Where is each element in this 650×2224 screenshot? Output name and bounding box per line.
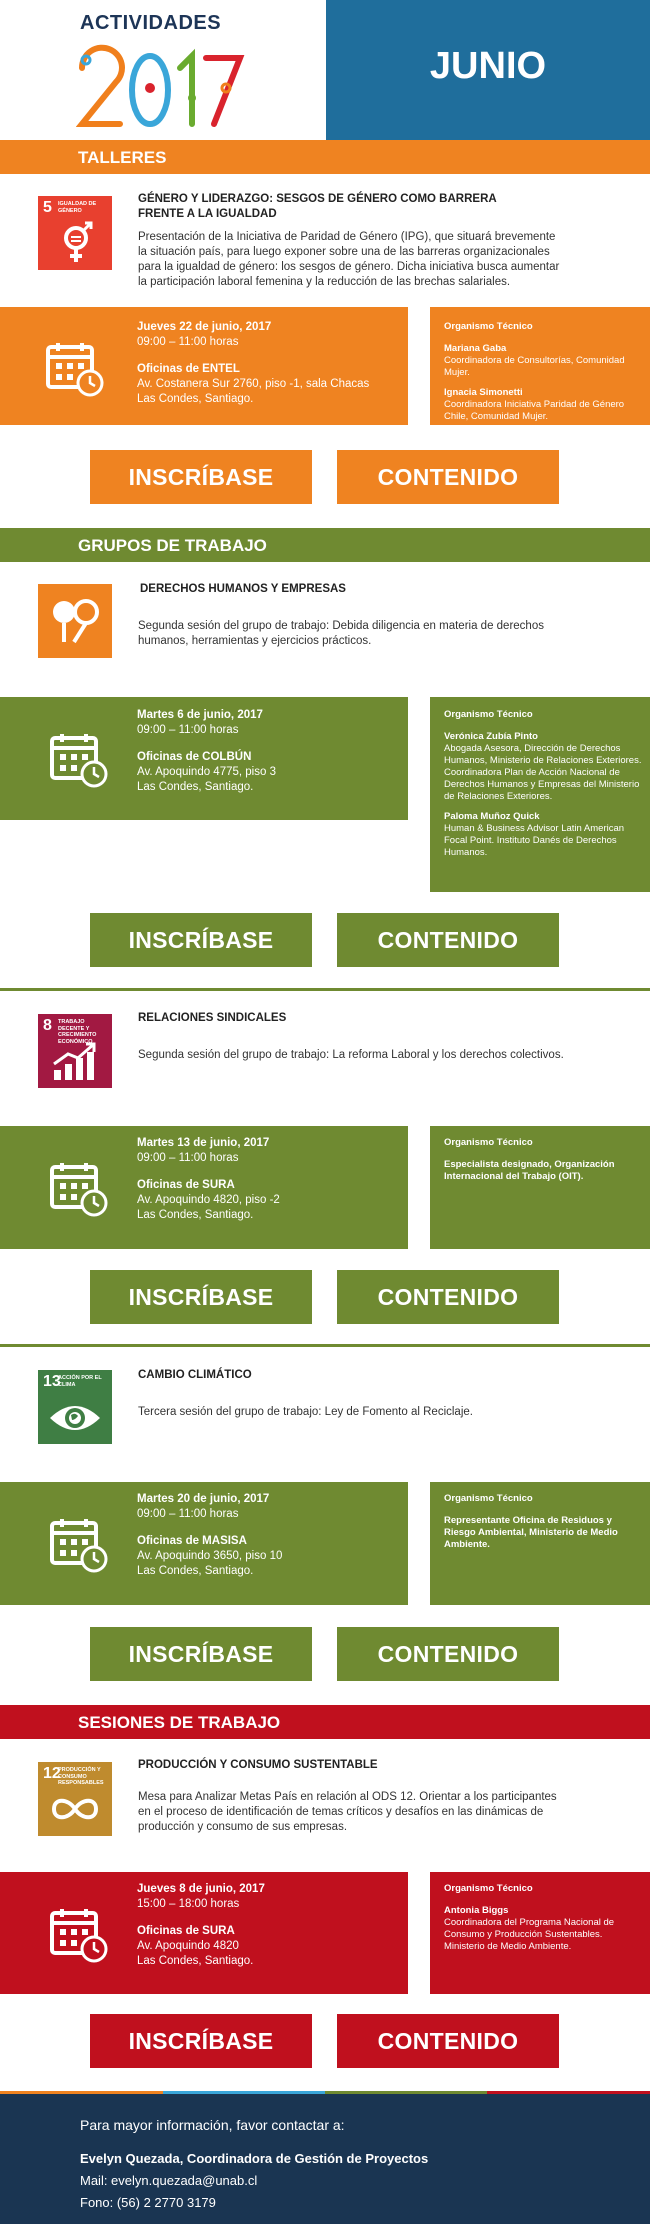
section-divider [0, 988, 650, 991]
organizer-details [444, 1493, 640, 1551]
organizer-text: Representante Oficina de Residuos y Riesgo Ambiental, Ministerio de Medio Ambiente. [444, 1515, 618, 1550]
content-button[interactable]: CONTENIDO [337, 2014, 559, 2068]
organizer-details [444, 1137, 640, 1183]
content-button[interactable]: CONTENIDO [337, 450, 559, 504]
footer-contact-name: Evelyn Quezada, Coordinadora de Gestión de Proyectos [80, 2151, 429, 2166]
event-address: Av. Apoquindo 3650, piso 10 [137, 1550, 283, 1562]
sdg-5-icon [38, 196, 112, 270]
event-address: Av. Apoquindo 4820, piso -2 [137, 1194, 280, 1206]
event-time: 09:00 – 11:00 horas [137, 336, 239, 348]
event-details [137, 1883, 397, 1983]
calendar-clock-icon [48, 1515, 110, 1575]
event-details [137, 321, 397, 421]
section-divider [0, 1344, 650, 1347]
sdg-13-icon [38, 1370, 112, 1444]
organizer-box-1 [430, 307, 650, 425]
title-line: GÉNERO Y LIDERAZGO: SESGOS DE GÉNERO COMO BARRERA [138, 193, 497, 205]
register-button[interactable]: INSCRÍBASE [90, 450, 312, 504]
person-name: Ignacia Simonetti [444, 387, 523, 398]
sdg-8-icon [38, 1014, 112, 1088]
item-description-5 [138, 1790, 557, 1835]
organizer-heading: Organismo Técnico [444, 1883, 533, 1894]
event-date: Martes 6 de junio, 2017 [137, 709, 263, 721]
organizer-heading: Organismo Técnico [444, 321, 533, 332]
organizer-box-3 [430, 1126, 650, 1249]
event-place: Oficinas de SURA [137, 1179, 235, 1191]
person-name: Antonia Biggs [444, 1905, 509, 1916]
sdg-12-icon [38, 1762, 112, 1836]
footer-intro: Para mayor información, favor contactar a: [80, 2117, 345, 2133]
person-desc: Abogada Asesora, Dirección de Derechos Humanos, Ministerio de Relaciones Exteriores. Coordinadora Plan de Acción Nacional de Derechos Humanos y Empresas del Ministerio de Relaciones Exteriores. [444, 743, 642, 802]
event-date: Martes 20 de junio, 2017 [137, 1493, 270, 1505]
desc-line: Mesa para Analizar Metas País en relación al ODS 12. Orientar a los participantes [138, 1791, 557, 1803]
event-city: Las Condes, Santiago. [137, 1955, 254, 1967]
register-button[interactable]: INSCRÍBASE [90, 913, 312, 967]
sdg-number: 8 [43, 1017, 52, 1034]
event-place: Oficinas de ENTEL [137, 363, 240, 375]
event-address: Av. Apoquindo 4775, piso 3 [137, 766, 276, 778]
desc-line: Tercera sesión del grupo de trabajo: Ley de Fomento al Reciclaje. [138, 1406, 473, 1418]
item-title-1 [138, 192, 497, 222]
event-city: Las Condes, Santiago. [137, 393, 254, 405]
event-time: 09:00 – 11:00 horas [137, 1508, 239, 1520]
desc-line: en el proceso de identificación de temas críticos y desafíos en las dinámicas de [138, 1806, 544, 1818]
event-address: Av. Apoquindo 4820 [137, 1940, 239, 1952]
sdg-human-rights-icon [38, 584, 112, 658]
event-place: Oficinas de SURA [137, 1925, 235, 1937]
organizer-details [444, 1883, 640, 1961]
sdg-number: 5 [43, 199, 52, 216]
section-sesiones [0, 1705, 650, 1739]
item-title-5: PRODUCCIÓN Y CONSUMO SUSTENTABLE [138, 1759, 378, 1771]
calendar-clock-icon [48, 1905, 110, 1965]
person-desc: Coordinadora de Consultorías, Comunidad Mujer. [444, 355, 625, 378]
item-description-1 [138, 230, 559, 290]
calendar-clock-icon [44, 339, 106, 399]
item-description-2 [138, 619, 544, 649]
content-button[interactable]: CONTENIDO [337, 913, 559, 967]
footer [0, 2094, 650, 2224]
footer-phone: Fono: (56) 2 2770 3179 [80, 2195, 216, 2210]
desc-line: para la igualdad de género: los sesgos de género. Dicha iniciativa busca aumentar [138, 261, 560, 273]
title-line: FRENTE A LA IGUALDAD [138, 208, 277, 220]
event-city: Las Condes, Santiago. [137, 1209, 254, 1221]
event-date: Jueves 22 de junio, 2017 [137, 321, 272, 333]
event-date: Jueves 8 de junio, 2017 [137, 1883, 265, 1895]
person-desc: Coordinadora Iniciativa Paridad de Género Chile, Comunidad Mujer. [444, 399, 625, 422]
section-talleres [0, 140, 650, 174]
desc-line: Segunda sesión del grupo de trabajo: Debida diligencia en materia de derechos [138, 620, 544, 632]
sdg-label: IGUALDAD DE GÉNERO [58, 201, 97, 214]
gender-equality-icon [58, 220, 94, 266]
section-title: GRUPOS DE TRABAJO [78, 536, 267, 555]
event-info-box-5 [0, 1872, 408, 1994]
logo-title: ACTIVIDADES [80, 12, 222, 34]
person-desc: Coordinadora del Programa Nacional de Consumo y Producción Sustentables. Ministerio de Medio Ambiente. [444, 1917, 615, 1952]
desc-line: producción y consumo de sus empresas. [138, 1821, 348, 1833]
event-details [137, 1493, 397, 1593]
desc-line: la situación país, para luego exponer sobre una de las barreras organizacionales [138, 246, 550, 258]
organizer-heading: Organismo Técnico [444, 1493, 533, 1504]
section-grupos [0, 528, 650, 562]
organizer-details [444, 709, 644, 867]
event-date: Martes 13 de junio, 2017 [137, 1137, 270, 1149]
infinity-icon [50, 1794, 100, 1824]
event-info-box-4 [0, 1482, 408, 1605]
organizer-details [444, 321, 644, 431]
sdg-label: ACCIÓN POR EL CLIMA [58, 1375, 102, 1388]
event-time: 09:00 – 11:00 horas [137, 724, 239, 736]
sdg-number: 12 [43, 1765, 61, 1782]
event-time: 15:00 – 18:00 horas [137, 1898, 240, 1910]
event-info-box-1 [0, 307, 408, 425]
event-place: Oficinas de COLBÚN [137, 751, 252, 763]
event-details [137, 1137, 397, 1237]
organizer-heading: Organismo Técnico [444, 1137, 533, 1148]
logo-year-graphic [76, 38, 246, 130]
sdg-label: PRODUCCIÓN Y CONSUMO RESPONSABLES [58, 1767, 104, 1786]
register-button[interactable]: INSCRÍBASE [90, 1627, 312, 1681]
event-info-box-2 [0, 697, 408, 820]
event-city: Las Condes, Santiago. [137, 1565, 254, 1577]
climate-eye-icon [48, 1400, 102, 1436]
organizer-box-4 [430, 1482, 650, 1605]
calendar-clock-icon [48, 730, 110, 790]
item-title-4: CAMBIO CLIMÁTICO [138, 1369, 252, 1381]
item-description-3 [138, 1048, 564, 1063]
item-title-3: RELACIONES SINDICALES [138, 1012, 287, 1024]
event-place: Oficinas de MASISA [137, 1535, 247, 1547]
growth-chart-icon [52, 1042, 98, 1082]
event-city: Las Condes, Santiago. [137, 781, 254, 793]
desc-line: la participación laboral femenina y la reducción de las brechas salariales. [138, 276, 511, 288]
content-button[interactable]: CONTENIDO [337, 1627, 559, 1681]
organizer-box-2 [430, 697, 650, 892]
month-title: JUNIO [429, 45, 547, 87]
person-name: Mariana Gaba [444, 343, 507, 354]
event-address: Av. Costanera Sur 2760, piso -1, sala Chacas [137, 378, 370, 390]
event-time: 09:00 – 11:00 horas [137, 1152, 239, 1164]
desc-line: Presentación de la Iniciativa de Paridad de Género (IPG), que situará brevemente [138, 231, 556, 243]
person-name: Paloma Muñoz Quick [444, 811, 540, 822]
calendar-clock-icon [48, 1159, 110, 1219]
footer-email[interactable]: Mail: evelyn.quezada@unab.cl [80, 2173, 258, 2188]
section-title: SESIONES DE TRABAJO [78, 1713, 281, 1732]
organizer-heading: Organismo Técnico [444, 709, 533, 720]
event-info-box-3 [0, 1126, 408, 1249]
organizer-text: Especialista designado, Organización Internacional del Trabajo (OIT). [444, 1159, 615, 1182]
desc-line: Segunda sesión del grupo de trabajo: La reforma Laboral y los derechos colectivos. [138, 1049, 564, 1061]
event-details [137, 709, 397, 809]
sdg-label: TRABAJO DECENTE Y CRECIMIENTO ECONÓMICO [58, 1019, 97, 1045]
register-button[interactable]: INSCRÍBASE [90, 2014, 312, 2068]
human-rights-icon [50, 596, 100, 646]
item-title-2: DERECHOS HUMANOS Y EMPRESAS [140, 583, 346, 595]
sdg-number: 13 [43, 1373, 61, 1390]
desc-line: humanos, herramientas y ejercicios prácticos. [138, 635, 372, 647]
section-title: TALLERES [78, 148, 167, 167]
organizer-box-5 [430, 1872, 650, 1994]
person-name: Verónica Zubía Pinto [444, 731, 538, 742]
register-button[interactable]: INSCRÍBASE [90, 1270, 312, 1324]
item-description-4 [138, 1405, 473, 1420]
content-button[interactable]: CONTENIDO [337, 1270, 559, 1324]
person-desc: Human & Business Advisor Latin American Focal Point. Instituto Danés de Derechos Humanos. [444, 823, 625, 858]
